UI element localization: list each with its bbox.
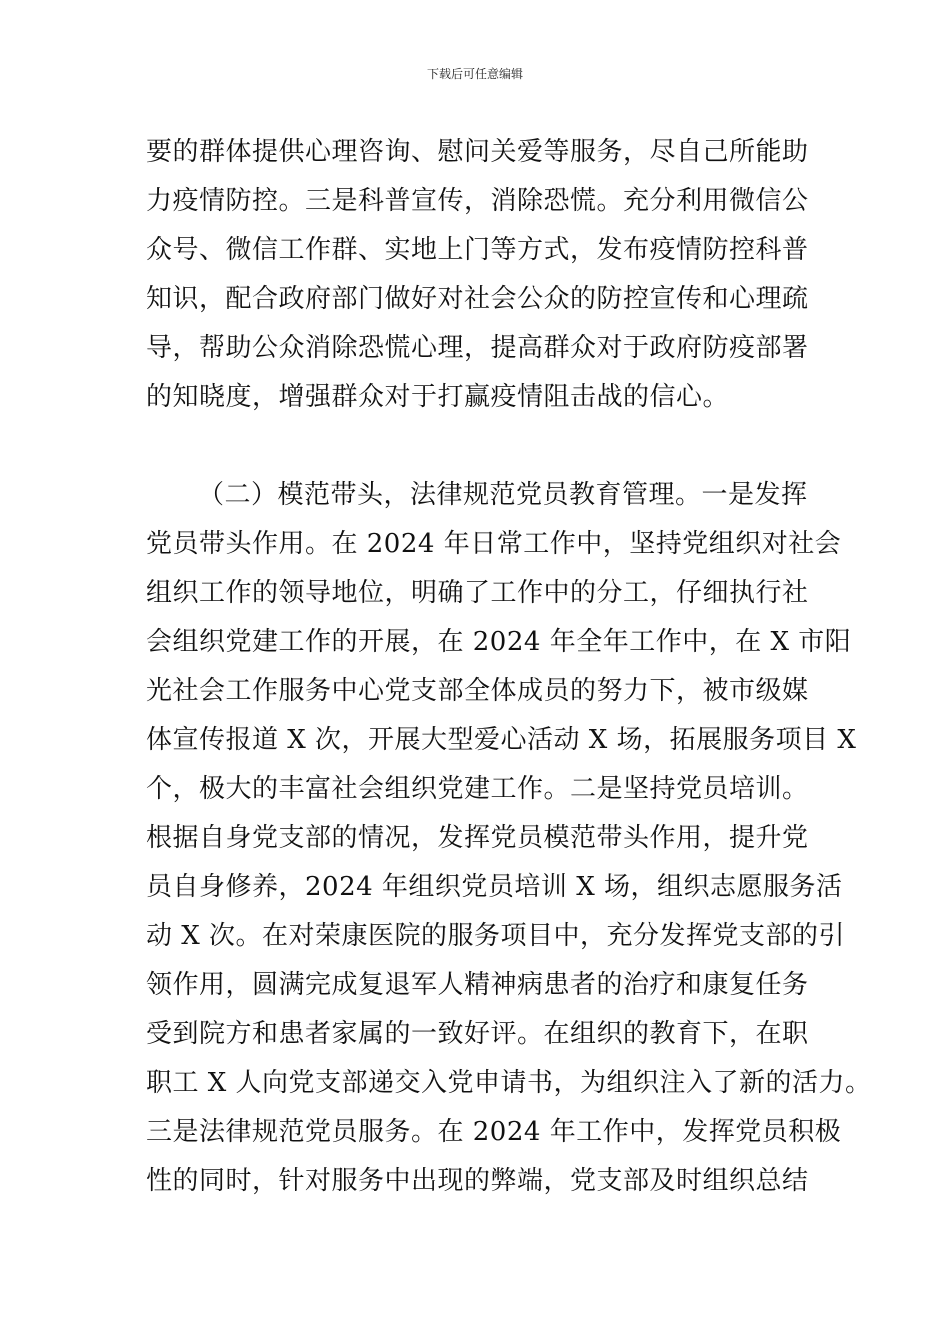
paragraph-2-line: 领作用，圆满完成复退军人精神病患者的治疗和康复任务 [146,970,809,1000]
paragraph-2-line: 动 X 次。在对荣康医院的服务项目中，充分发挥党支部的引 [146,921,846,951]
paragraph-2-line: 员自身修养，2024 年组织党员培训 X 场，组织志愿服务活 [146,872,843,902]
paragraph-2-line: 性的同时，针对服务中出现的弊端，党支部及时组织总结 [146,1166,809,1196]
paragraph-2-line: 根据自身党支部的情况，发挥党员模范带头作用，提升党 [146,823,809,853]
page-header: 下载后可任意编辑 [426,67,523,81]
paragraph-2-line: 受到院方和患者家属的一致好评。在组织的教育下，在职 [146,1019,809,1049]
paragraph-2-line: 三是法律规范党员服务。在 2024 年工作中，发挥党员积极 [146,1117,842,1147]
paragraph-2-line: 个，极大的丰富社会组织党建工作。二是坚持党员培训。 [146,774,809,804]
paragraph-2-line: 党员带头作用。在 2024 年日常工作中，坚持党组织对社会 [146,529,842,559]
paragraph-1-line: 众号、微信工作群、实地上门等方式，发布疫情防控科普 [146,235,809,265]
paragraph-1-line: 的知晓度，增强群众对于打赢疫情阻击战的信心。 [146,382,730,412]
paragraph-2-line: 体宣传报道 X 次，开展大型爱心活动 X 场，拓展服务项目 X [146,725,857,755]
paragraph-1-line: 要的群体提供心理咨询、慰问关爱等服务，尽自己所能助 [146,137,809,167]
paragraph-2-first-line: （二）模范带头，法律规范党员教育管理。一是发挥 [198,480,808,510]
paragraph-2-line: 光社会工作服务中心党支部全体成员的努力下，被市级媒 [146,676,809,706]
paragraph-1-line: 导，帮助公众消除恐慌心理，提高群众对于政府防疫部署 [146,333,809,363]
paragraph-1-line: 知识，配合政府部门做好对社会公众的防控宣传和心理疏 [146,284,809,314]
paragraph-2-line: 会组织党建工作的开展，在 2024 年全年工作中，在 X 市阳 [146,627,852,657]
paragraph-2-line: 职工 X 人向党支部递交入党申请书，为组织注入了新的活力。 [146,1068,872,1098]
paragraph-1-line: 力疫情防控。三是科普宣传，消除恐慌。充分利用微信公 [146,186,809,216]
paragraph-2-line: 组织工作的领导地位，明确了工作中的分工，仔细执行社 [146,578,809,608]
